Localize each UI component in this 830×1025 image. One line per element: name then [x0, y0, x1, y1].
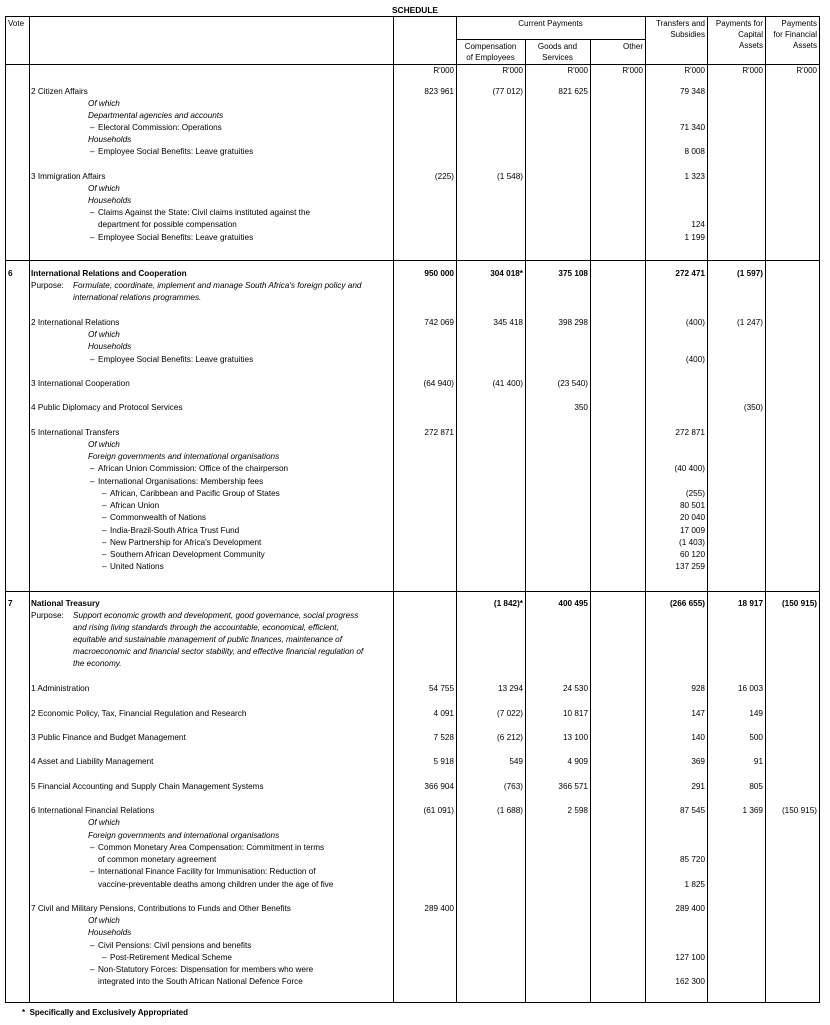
row-label: Of which	[88, 99, 120, 108]
purpose-label: Purpose:	[31, 611, 64, 620]
amount-financial: (150 915)	[781, 599, 817, 608]
row-label: – Civil Pensions: Civil pensions and benefits	[98, 941, 251, 950]
amount-comp: (6 212)	[497, 733, 523, 742]
amount-transfers: 289 400	[675, 904, 705, 913]
purpose-text: the economy.	[73, 659, 122, 668]
amount-goods: (23 540)	[557, 379, 588, 388]
row-label: 3 International Cooperation	[31, 379, 130, 388]
table-row	[0, 147, 830, 159]
amount-transfers: 162 300	[675, 977, 705, 986]
table-row	[0, 87, 830, 99]
amount-transfers: 71 340	[679, 123, 705, 132]
row-label: 3 Immigration Affairs	[31, 172, 106, 181]
row-label: 6 International Financial Relations	[31, 806, 155, 815]
unit-financial: R'000	[796, 66, 817, 75]
amount-total: 272 871	[424, 428, 454, 437]
row-label: – Southern African Development Community	[110, 550, 265, 559]
purpose-text: macroeconomic and financial sector stability, and effective financial regulation of	[73, 647, 364, 656]
row-label: Of which	[88, 330, 120, 339]
row-label: – Non-Statutory Forces: Dispensation for members who were	[98, 965, 313, 974]
row-label: 2 Citizen Affairs	[31, 87, 88, 96]
amount-transfers: 80 501	[679, 501, 705, 510]
header-compensation-line1: Compensation	[464, 42, 517, 51]
table-row	[0, 538, 830, 550]
row-label: – Employee Social Benefits: Leave gratuities	[98, 233, 253, 242]
amount-transfers: (1 403)	[679, 538, 705, 547]
row-label: – Claims Against the State: Civil claims instituted against the	[98, 208, 310, 217]
amount-goods: 13 100	[562, 733, 588, 742]
table-row	[0, 477, 830, 489]
purpose-text: Formulate, coordinate, implement and manage South Africa's foreign policy and	[73, 281, 362, 290]
header-capital-line2: Capital	[738, 30, 763, 39]
amount-total: 4 091	[433, 709, 454, 718]
vote-number: 6	[8, 269, 13, 278]
footnote-marker: *	[22, 1008, 26, 1017]
table-row	[0, 208, 830, 220]
header-compensation-line2: of Employees	[466, 53, 515, 62]
amount-transfers: 127 100	[675, 953, 705, 962]
table-row	[0, 489, 830, 501]
row-label: – Electoral Commission: Operations	[98, 123, 222, 132]
unit-capital: R'000	[742, 66, 763, 75]
table-bottom-border	[5, 1002, 820, 1003]
table-row	[0, 428, 830, 440]
amount-comp: 304 018*	[490, 269, 523, 278]
table-row	[0, 550, 830, 562]
amount-transfers: 8 008	[684, 147, 705, 156]
row-label: – United Nations	[110, 562, 164, 571]
row-label: Of which	[88, 440, 120, 449]
table-row	[0, 526, 830, 538]
amount-comp: (77 012)	[492, 87, 523, 96]
table-row	[0, 647, 830, 659]
row-label: Households	[88, 928, 132, 937]
table-row	[0, 196, 830, 208]
row-label: – African Union Commission: Office of the chairperson	[98, 464, 288, 473]
table-row	[0, 111, 830, 123]
amount-transfers: 140	[691, 733, 705, 742]
table-row	[0, 342, 830, 354]
table-row	[0, 843, 830, 855]
amount-comp: (1 842)*	[493, 599, 523, 608]
row-label: of common monetary agreement	[98, 855, 217, 864]
row-label: 7 Civil and Military Pensions, Contributions to Funds and Other Benefits	[31, 904, 291, 913]
amount-comp: (1 548)	[497, 172, 523, 181]
amount-transfers: 369	[691, 757, 705, 766]
header-transfers-line1: Transfers and	[655, 19, 705, 28]
amount-total: (64 940)	[423, 379, 454, 388]
purpose-text: Support economic growth and development, good governance, social progress	[73, 611, 359, 620]
row-label: 3 Public Finance and Budget Management	[31, 733, 186, 742]
amount-comp: (41 400)	[492, 379, 523, 388]
table-row	[0, 440, 830, 452]
table-row	[0, 562, 830, 574]
amount-transfers: 87 545	[679, 806, 705, 815]
amount-capital: 1 369	[742, 806, 763, 815]
table-row	[0, 684, 830, 696]
amount-capital: 16 003	[737, 684, 763, 693]
amount-goods: 10 817	[562, 709, 588, 718]
amount-transfers: (400)	[685, 355, 705, 364]
table-row	[0, 403, 830, 415]
amount-capital: (350)	[743, 403, 763, 412]
table-row	[0, 330, 830, 342]
amount-comp: 549	[509, 757, 523, 766]
row-label: department for possible compensation	[98, 220, 237, 229]
row-label: – New Partnership for Africa's Development	[110, 538, 261, 547]
header-goods	[525, 41, 590, 63]
table-row	[0, 184, 830, 196]
amount-transfers: 147	[691, 709, 705, 718]
amount-transfers: 1 825	[684, 880, 705, 889]
row-label: International Relations and Cooperation	[31, 269, 187, 278]
table-row	[0, 220, 830, 232]
row-label: Foreign governments and international organisations	[88, 452, 280, 461]
table-row	[0, 941, 830, 953]
amount-goods: 2 598	[567, 806, 588, 815]
table-row	[0, 501, 830, 513]
header-transfers-line2: Subsidies	[670, 30, 705, 39]
header-capital	[707, 18, 763, 51]
row-label: vaccine-preventable deaths among children under the age of five	[98, 880, 334, 889]
amount-goods: 375 108	[558, 269, 588, 278]
amount-transfers: 272 871	[675, 428, 705, 437]
row-label: Of which	[88, 818, 120, 827]
row-label: – Common Monetary Area Compensation: Commitment in terms	[98, 843, 324, 852]
header-transfers	[645, 18, 705, 40]
amount-transfers: (400)	[685, 318, 705, 327]
row-label: 4 Public Diplomacy and Protocol Services	[31, 403, 183, 412]
table-row	[0, 855, 830, 867]
amount-total: 366 904	[424, 782, 454, 791]
unit-goods: R'000	[567, 66, 588, 75]
amount-capital: 805	[749, 782, 763, 791]
table-row	[0, 513, 830, 525]
unit-other: R'000	[622, 66, 643, 75]
table-row	[0, 99, 830, 111]
table-row	[0, 635, 830, 647]
row-label: – Commonwealth of Nations	[110, 513, 206, 522]
row-label: – African, Caribbean and Pacific Group of States	[110, 489, 280, 498]
amount-total: 54 755	[428, 684, 454, 693]
amount-transfers: 124	[691, 220, 705, 229]
table-row	[0, 818, 830, 830]
table-row	[0, 904, 830, 916]
amount-total: 289 400	[424, 904, 454, 913]
amount-total: 742 069	[424, 318, 454, 327]
header-financial-line2: for Financial	[773, 30, 817, 39]
amount-goods: 821 625	[558, 87, 588, 96]
row-label: 5 Financial Accounting and Supply Chain Management Systems	[31, 782, 264, 791]
table-row	[0, 233, 830, 245]
header-bottom-border	[5, 64, 820, 65]
amount-financial: (150 915)	[781, 806, 817, 815]
table-row	[0, 928, 830, 940]
row-label: 4 Asset and Liability Management	[31, 757, 154, 766]
table-row	[0, 281, 830, 293]
purpose-text: international relations programmes.	[73, 293, 202, 302]
table-row	[0, 379, 830, 391]
current-payments-underline	[456, 39, 645, 40]
row-label: Households	[88, 196, 132, 205]
table-row	[0, 172, 830, 184]
amount-total: 7 528	[433, 733, 454, 742]
amount-capital: 18 917	[737, 599, 763, 608]
row-label: – Employee Social Benefits: Leave gratuities	[98, 355, 253, 364]
amount-capital: 500	[749, 733, 763, 742]
amount-total: (225)	[434, 172, 454, 181]
amount-capital: 91	[753, 757, 763, 766]
row-label: Of which	[88, 184, 120, 193]
table-row	[0, 318, 830, 330]
row-label: 5 International Transfers	[31, 428, 120, 437]
row-label: Households	[88, 135, 132, 144]
amount-comp: (1 688)	[497, 806, 523, 815]
table-top-border	[5, 16, 820, 17]
table-row	[0, 831, 830, 843]
row-label: Of which	[88, 916, 120, 925]
amount-comp: (7 022)	[497, 709, 523, 718]
row-label: 1 Administration	[31, 684, 90, 693]
amount-goods: 398 298	[558, 318, 588, 327]
table-row	[0, 782, 830, 794]
table-row	[0, 623, 830, 635]
table-row	[0, 659, 830, 671]
section-divider-6	[5, 260, 820, 261]
header-current-payments: Current Payments	[518, 19, 583, 28]
amount-goods: 400 495	[558, 599, 588, 608]
row-label: – Employee Social Benefits: Leave gratuities	[98, 147, 253, 156]
header-capital-line1: Payments for	[715, 19, 763, 28]
table-row	[0, 916, 830, 928]
footnote	[22, 1009, 188, 1018]
unit-total: R'000	[433, 66, 454, 75]
unit-comp: R'000	[502, 66, 523, 75]
amount-total: 950 000	[424, 269, 454, 278]
amount-goods: 4 909	[567, 757, 588, 766]
row-label: 2 International Relations	[31, 318, 120, 327]
header-goods-line1: Goods and	[537, 42, 578, 51]
unit-transfers: R'000	[684, 66, 705, 75]
table-row	[0, 709, 830, 721]
amount-total: (61 091)	[423, 806, 454, 815]
row-label: Foreign governments and international organisations	[88, 831, 280, 840]
amount-transfers: 85 720	[679, 855, 705, 864]
row-label: Departmental agencies and accounts	[88, 111, 224, 120]
row-label: 2 Economic Policy, Tax, Financial Regulation and Research	[31, 709, 247, 718]
schedule-title: SCHEDULE	[391, 5, 439, 15]
vote-number: 7	[8, 599, 13, 608]
row-label: – International Finance Facility for Immunisation: Reduction of	[98, 867, 316, 876]
table-row	[0, 977, 830, 989]
header-vote: Vote	[8, 19, 25, 28]
row-label: – African Union	[110, 501, 159, 510]
header-financial-line1: Payments	[781, 19, 817, 28]
table-row	[0, 757, 830, 769]
table-row	[0, 355, 830, 367]
amount-transfers: (255)	[685, 489, 705, 498]
header-financial	[765, 18, 817, 51]
row-label: National Treasury	[31, 599, 100, 608]
amount-capital: (1 247)	[737, 318, 763, 327]
header-financial-line3: Assets	[792, 41, 817, 50]
amount-capital: (1 597)	[737, 269, 763, 278]
amount-transfers: 1 323	[684, 172, 705, 181]
purpose-text: and rising living standards through the accountable, economical, efficient,	[73, 623, 339, 632]
amount-transfers: 60 120	[679, 550, 705, 559]
header-goods-line2: Services	[542, 53, 573, 62]
table-row	[0, 464, 830, 476]
amount-comp: (763)	[503, 782, 523, 791]
amount-comp: 13 294	[497, 684, 523, 693]
table-row	[0, 867, 830, 879]
amount-transfers: 1 199	[684, 233, 705, 242]
amount-transfers: 17 009	[679, 526, 705, 535]
table-row	[0, 611, 830, 623]
amount-transfers: 137 259	[675, 562, 705, 571]
table-row	[0, 452, 830, 464]
table-row	[0, 953, 830, 965]
row-label: Households	[88, 342, 132, 351]
amount-goods: 350	[574, 403, 588, 412]
table-row	[0, 733, 830, 745]
purpose-label: Purpose:	[31, 281, 64, 290]
footnote-text: Specifically and Exclusively Appropriated	[29, 1008, 189, 1017]
purpose-text: equitable and sustainable management of public finances, maintenance of	[73, 635, 343, 644]
table-row	[0, 135, 830, 147]
amount-comp: 345 418	[493, 318, 523, 327]
amount-transfers: (40 400)	[674, 464, 705, 473]
header-capital-line3: Assets	[738, 41, 763, 50]
amount-transfers: 291	[691, 782, 705, 791]
amount-total: 823 961	[424, 87, 454, 96]
header-other: Other	[622, 42, 643, 51]
table-row	[0, 293, 830, 305]
row-label: – Post-Retirement Medical Scheme	[110, 953, 232, 962]
section-divider-7	[5, 591, 820, 592]
table-row	[0, 965, 830, 977]
amount-capital: 149	[749, 709, 763, 718]
header-compensation	[456, 41, 525, 63]
amount-total: 5 918	[433, 757, 454, 766]
table-row	[0, 123, 830, 135]
amount-goods: 366 571	[558, 782, 588, 791]
row-label: integrated into the South African National Defence Force	[98, 977, 303, 986]
table-row	[0, 269, 830, 281]
amount-transfers: (266 655)	[669, 599, 705, 608]
amount-transfers: 272 471	[675, 269, 705, 278]
table-row	[0, 599, 830, 611]
row-label: – India-Brazil-South Africa Trust Fund	[110, 526, 239, 535]
amount-transfers: 79 348	[679, 87, 705, 96]
amount-goods: 24 530	[562, 684, 588, 693]
table-row	[0, 806, 830, 818]
table-row	[0, 880, 830, 892]
row-label: – International Organisations: Membership fees	[98, 477, 263, 486]
amount-transfers: 20 040	[679, 513, 705, 522]
amount-transfers: 928	[691, 684, 705, 693]
